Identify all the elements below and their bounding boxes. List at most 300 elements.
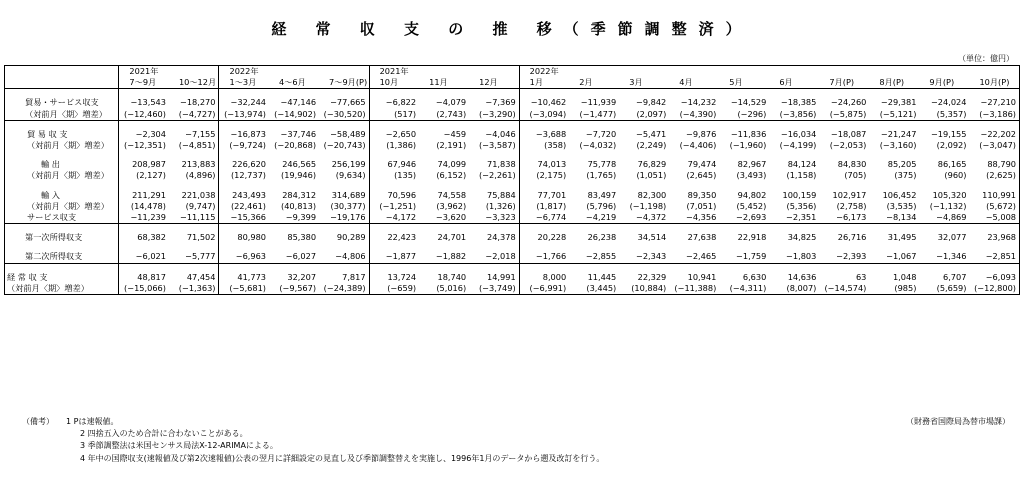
- spacer: [269, 89, 319, 98]
- spacer: [869, 263, 919, 272]
- spacer: [819, 89, 869, 98]
- spacer: [319, 151, 369, 159]
- table-cell: 246,565: [282, 159, 317, 170]
- note-3: 3 季節調整法は米国センサス局法X-12-ARIMAによる。: [80, 441, 278, 451]
- table-row: [5, 190, 1020, 201]
- spacer: [819, 120, 869, 129]
- table-cell: −1,067: [886, 251, 917, 262]
- spacer: [419, 151, 469, 159]
- table-cell: −16,873: [219, 129, 269, 140]
- spacer: [619, 182, 669, 190]
- table-cell: −3,620: [435, 212, 467, 223]
- table-cell: (8,007): [769, 283, 819, 295]
- header-year: [319, 66, 369, 78]
- table-cell: −10,462: [519, 97, 569, 108]
- header-year: [569, 66, 619, 78]
- table-cell: (−4,851): [178, 140, 216, 151]
- table-cell: (9,634): [335, 170, 366, 181]
- table-cell: (3,493): [736, 170, 767, 181]
- table-cell: −13,543: [119, 97, 169, 108]
- table-cell: (3,535): [886, 200, 917, 211]
- table-cell: (−15,066): [119, 283, 169, 295]
- table-cell: 243,493: [219, 190, 269, 201]
- table-cell: (−1,477): [579, 108, 617, 119]
- table-cell: −29,381: [880, 97, 917, 108]
- spacer: [969, 89, 1019, 98]
- table-cell: (−24,389): [319, 283, 369, 295]
- table-cell: −5,777: [185, 251, 216, 262]
- table-cell: 18,740: [437, 271, 467, 282]
- table-cell: (10,884): [619, 283, 669, 295]
- table-cell: 102,917: [832, 189, 867, 200]
- table-cell: (5,016): [419, 283, 469, 295]
- spacer: [169, 224, 219, 233]
- spacer: [169, 89, 219, 98]
- spacer: [869, 243, 919, 251]
- spacer: [769, 120, 819, 129]
- table-cell: −2,304: [119, 129, 169, 140]
- table-cell: (2,249): [636, 140, 667, 151]
- spacer: [219, 243, 269, 251]
- spacer: [5, 243, 119, 251]
- table-cell: (−3,587): [478, 140, 516, 151]
- spacer: [569, 243, 619, 251]
- header-corner: [5, 77, 119, 89]
- table-cell: −4,356: [685, 212, 717, 223]
- table-cell: −7,720: [585, 128, 617, 139]
- table-cell: (19,946): [281, 170, 317, 181]
- header-year: 2021年: [119, 66, 169, 78]
- table-cell: (2,625): [969, 170, 1019, 181]
- spacer: [5, 151, 119, 159]
- spacer: [569, 151, 619, 159]
- table-cell: (3,445): [569, 283, 619, 295]
- table-cell: (2,645): [686, 170, 717, 181]
- table-cell: (−3,094): [519, 109, 569, 121]
- spacer: [319, 182, 369, 190]
- header-year: [419, 66, 469, 78]
- spacer: [169, 263, 219, 272]
- table-cell: (−4,727): [178, 108, 216, 119]
- table-cell: −14,529: [730, 97, 767, 108]
- table-cell: 34,514: [637, 232, 667, 243]
- table-cell: −18,385: [780, 97, 817, 108]
- spacer: [219, 224, 269, 233]
- table-cell: 48,817: [119, 272, 169, 283]
- table-cell: −5,471: [635, 128, 667, 139]
- spacer: [5, 263, 119, 272]
- table-cell: (1,765): [586, 170, 617, 181]
- table-cell: 71,838: [487, 159, 516, 170]
- table-cell: (−1,960): [729, 140, 767, 151]
- spacer: [869, 224, 919, 233]
- spacer: [869, 151, 919, 159]
- current-account-table: [4, 65, 1020, 295]
- table-cell: 63: [855, 271, 867, 282]
- spacer: [5, 224, 119, 233]
- table-cell: (−3,749): [469, 283, 519, 295]
- table-cell: (14,478): [119, 201, 169, 212]
- spacer: [119, 120, 169, 129]
- spacer: [169, 182, 219, 190]
- spacer: [369, 243, 419, 251]
- table-cell: −77,665: [330, 97, 366, 108]
- table-cell: 47,454: [186, 271, 216, 282]
- table-cell: 34,825: [787, 232, 817, 243]
- row-label: （対前月〈期〉増差）: [5, 201, 119, 212]
- header-period: 10〜12月: [169, 77, 219, 89]
- table-cell: −21,247: [880, 128, 917, 139]
- table-cell: (−9,567): [269, 283, 319, 295]
- spacer: [719, 120, 769, 129]
- table-row: [5, 109, 1020, 121]
- spacer: [719, 263, 769, 272]
- spacer: [769, 243, 819, 251]
- table-cell: (12,737): [219, 170, 269, 181]
- table-cell: −37,746: [280, 128, 317, 139]
- table-cell: (−3,047): [969, 140, 1019, 151]
- table-cell: −1,882: [435, 251, 467, 262]
- spacer: [419, 89, 469, 98]
- spacer: [419, 120, 469, 129]
- table-cell: 26,716: [837, 232, 867, 243]
- spacer: [569, 120, 619, 129]
- spacer: [669, 243, 719, 251]
- table-cell: −1,759: [736, 251, 767, 262]
- table-cell: −6,173: [836, 212, 867, 223]
- table-cell: 74,558: [437, 189, 467, 200]
- table-cell: 94,802: [737, 189, 767, 200]
- table-row: [5, 251, 1020, 263]
- spacer: [769, 151, 819, 159]
- spacer: [169, 120, 219, 129]
- table-cell: 89,350: [687, 189, 717, 200]
- header-period: 11月: [419, 77, 469, 89]
- spacer: [969, 120, 1019, 129]
- table-cell: (7,051): [686, 200, 717, 211]
- table-cell: (−14,574): [819, 283, 869, 295]
- spacer: [519, 120, 569, 129]
- table-cell: (−5,681): [219, 283, 269, 295]
- table-cell: −11,239: [119, 212, 169, 224]
- table-cell: 76,829: [637, 159, 667, 170]
- table-cell: −8,134: [886, 212, 917, 223]
- table-cell: (−4,406): [679, 140, 717, 151]
- spacer: [619, 120, 669, 129]
- spacer: [719, 243, 769, 251]
- table-cell: −7,155: [185, 128, 216, 139]
- spacer: [319, 120, 369, 129]
- table-cell: 14,636: [787, 271, 817, 282]
- table-cell: −47,146: [280, 97, 317, 108]
- table-cell: (30,377): [330, 200, 366, 211]
- header-period: 9月(P): [919, 77, 969, 89]
- table-cell: (5,357): [936, 108, 967, 119]
- row-label: 貿易・サービス収支: [5, 97, 119, 108]
- spacer: [369, 89, 419, 98]
- table-cell: −1,877: [369, 251, 419, 263]
- table-cell: −16,034: [780, 128, 817, 139]
- table-cell: (22,461): [219, 201, 269, 212]
- table-cell: (−1,132): [929, 200, 967, 211]
- table-cell: (2,092): [936, 140, 967, 151]
- table-cell: 20,228: [519, 232, 569, 243]
- table-cell: −6,774: [519, 212, 569, 224]
- table-row: [5, 201, 1020, 212]
- table-cell: 84,124: [787, 159, 817, 170]
- table-cell: −4,372: [635, 212, 667, 223]
- spacer: [319, 243, 369, 251]
- spacer: [769, 224, 819, 233]
- table-cell: 31,495: [887, 232, 917, 243]
- header-period: 4〜6月: [269, 77, 319, 89]
- table-cell: −18,087: [830, 128, 867, 139]
- spacer: [969, 151, 1019, 159]
- table-row: [5, 212, 1020, 224]
- spacer: [269, 120, 319, 129]
- spacer: [219, 120, 269, 129]
- spacer: [269, 224, 319, 233]
- header-year: [269, 66, 319, 78]
- table-cell: (5,672): [969, 201, 1019, 212]
- spacer: [419, 182, 469, 190]
- table-cell: 82,300: [637, 189, 667, 200]
- spacer: [969, 263, 1019, 272]
- spacer: [469, 243, 519, 251]
- spacer: [919, 224, 969, 233]
- spacer: [519, 151, 569, 159]
- row-label: 輸 出: [5, 159, 119, 170]
- spacer: [219, 263, 269, 272]
- table-cell: −3,688: [519, 129, 569, 140]
- table-cell: −4,172: [369, 212, 419, 224]
- spacer: [719, 182, 769, 190]
- spacer: [469, 151, 519, 159]
- table-cell: 211,291: [119, 190, 169, 201]
- table-cell: 32,207: [287, 271, 317, 282]
- header-period: 3月: [619, 77, 669, 89]
- table-cell: 284,312: [282, 189, 317, 200]
- header-year: [919, 66, 969, 78]
- table-cell: (5,659): [919, 283, 969, 295]
- table-cell: (135): [369, 170, 419, 181]
- table-cell: (−12,351): [119, 140, 169, 151]
- table-cell: (−3,160): [879, 140, 917, 151]
- table-cell: 24,701: [437, 232, 467, 243]
- header-year: [619, 66, 669, 78]
- header-year: 2022年: [519, 66, 569, 78]
- table-cell: −2,465: [685, 251, 717, 262]
- table-cell: (−9,724): [219, 140, 269, 151]
- table-row: [5, 159, 1020, 170]
- spacer: [119, 151, 169, 159]
- table-cell: 79,474: [687, 159, 717, 170]
- table-cell: 6,630: [742, 271, 767, 282]
- table-cell: 70,596: [369, 190, 419, 201]
- table-cell: (2,191): [436, 140, 467, 151]
- spacer: [819, 243, 869, 251]
- table-cell: −1,803: [786, 251, 817, 262]
- table-cell: (−6,991): [519, 283, 569, 295]
- row-label: （対前月〈期〉増差）: [5, 170, 119, 181]
- spacer: [669, 224, 719, 233]
- row-label: サービス収支: [5, 212, 119, 224]
- table-cell: −24,024: [930, 97, 967, 108]
- table-cell: −27,210: [969, 97, 1019, 108]
- header-period: 10月(P): [969, 77, 1019, 89]
- table-cell: (2,758): [836, 200, 867, 211]
- spacer: [619, 89, 669, 98]
- spacer: [919, 243, 969, 251]
- spacer: [5, 182, 119, 190]
- spacer: [569, 89, 619, 98]
- spacer: [169, 151, 219, 159]
- spacer: [919, 120, 969, 129]
- spacer: [969, 243, 1019, 251]
- table-cell: 85,380: [287, 232, 317, 243]
- spacer: [469, 120, 519, 129]
- spacer: [319, 263, 369, 272]
- table-cell: (2,175): [519, 170, 569, 181]
- table-cell: 13,724: [369, 272, 419, 283]
- spacer: [219, 151, 269, 159]
- spacer: [619, 151, 669, 159]
- table-cell: 22,329: [637, 271, 667, 282]
- table-cell: (4,896): [185, 170, 216, 181]
- table-cell: 88,790: [969, 159, 1019, 170]
- table-cell: (5,796): [586, 200, 617, 211]
- table-cell: −2,693: [736, 212, 767, 223]
- table-cell: 82,967: [737, 159, 767, 170]
- table-cell: (1,386): [369, 140, 419, 151]
- table-cell: 1,048: [892, 271, 917, 282]
- table-cell: 7,817: [342, 271, 366, 282]
- spacer: [219, 182, 269, 190]
- header-period: 7月(P): [819, 77, 869, 89]
- table-cell: −1,766: [519, 251, 569, 263]
- spacer: [619, 243, 669, 251]
- spacer: [469, 182, 519, 190]
- table-cell: 100,159: [782, 189, 817, 200]
- spacer: [869, 89, 919, 98]
- table-cell: 22,918: [737, 232, 767, 243]
- table-cell: 75,884: [487, 189, 516, 200]
- header-period: 1月: [519, 77, 569, 89]
- table-row: [5, 97, 1020, 108]
- header-year: 2022年: [219, 66, 269, 78]
- table-cell: −14,232: [680, 97, 717, 108]
- table-cell: (2,127): [119, 170, 169, 181]
- spacer: [969, 182, 1019, 190]
- table-cell: (375): [894, 170, 917, 181]
- notes: [22, 416, 604, 465]
- row-label: 経 常 収 支: [5, 272, 119, 283]
- table-cell: (−14,902): [274, 108, 317, 119]
- table-cell: 8,000: [519, 272, 569, 283]
- table-cell: −11,115: [179, 212, 216, 223]
- table-cell: 6,707: [943, 271, 967, 282]
- table-cell: 84,830: [837, 159, 867, 170]
- spacer: [669, 120, 719, 129]
- table-cell: (960): [944, 170, 967, 181]
- spacer: [519, 243, 569, 251]
- table-cell: 14,991: [487, 271, 516, 282]
- spacer: [869, 182, 919, 190]
- spacer: [819, 182, 869, 190]
- header-year: [669, 66, 719, 78]
- spacer: [419, 243, 469, 251]
- spacer: [569, 224, 619, 233]
- spacer: [819, 263, 869, 272]
- table-cell: −3,323: [485, 212, 516, 223]
- spacer: [219, 89, 269, 98]
- table-cell: (6,152): [436, 170, 467, 181]
- row-label: （対前月〈期〉増差）: [5, 283, 119, 295]
- header-period: 1〜3月: [219, 77, 269, 89]
- table-cell: −11,939: [580, 97, 617, 108]
- row-label: 貿 易 収 支: [5, 129, 119, 140]
- spacer: [119, 182, 169, 190]
- table-cell: (−3,290): [478, 108, 516, 119]
- table-cell: 77,701: [519, 190, 569, 201]
- header-year: [869, 66, 919, 78]
- table-cell: −6,093: [969, 272, 1019, 283]
- table-cell: 71,502: [186, 232, 216, 243]
- table-cell: (−2,261): [478, 170, 516, 181]
- table-cell: (−4,032): [579, 140, 617, 151]
- table-cell: 26,238: [587, 232, 617, 243]
- table-cell: 213,883: [181, 159, 216, 170]
- table-cell: −2,393: [836, 251, 867, 262]
- table-cell: (−12,800): [969, 283, 1019, 295]
- table-cell: −6,021: [119, 251, 169, 263]
- table-cell: (−1,363): [169, 283, 219, 295]
- header-year: [169, 66, 219, 78]
- table-cell: (−3,186): [969, 109, 1019, 121]
- spacer: [269, 151, 319, 159]
- table-cell: −9,876: [685, 128, 717, 139]
- table-cell: 226,620: [219, 159, 269, 170]
- table-cell: 32,077: [937, 232, 967, 243]
- spacer: [119, 89, 169, 98]
- table-cell: −15,366: [219, 212, 269, 224]
- header-period: 4月: [669, 77, 719, 89]
- table-cell: 105,320: [932, 189, 967, 200]
- table-row: [5, 129, 1020, 140]
- spacer: [369, 120, 419, 129]
- table-cell: 86,165: [937, 159, 967, 170]
- table-cell: (1,817): [519, 201, 569, 212]
- header-corner: [5, 66, 119, 78]
- table-cell: −4,046: [485, 128, 516, 139]
- table-row: [5, 170, 1020, 181]
- spacer: [319, 89, 369, 98]
- source-label: （財務省国際局為替市場課）: [906, 417, 1010, 426]
- table-cell: −22,202: [969, 129, 1019, 140]
- table-cell: (9,747): [185, 200, 216, 211]
- table-cell: (2,743): [436, 108, 467, 119]
- spacer: [769, 182, 819, 190]
- spacer: [269, 243, 319, 251]
- table-cell: −18,270: [179, 97, 216, 108]
- table-cell: −4,219: [585, 212, 617, 223]
- table-cell: (−4,199): [779, 140, 817, 151]
- header-year: [469, 66, 519, 78]
- table-cell: −6,027: [285, 251, 317, 262]
- table-cell: (5,356): [786, 200, 817, 211]
- table-cell: −459: [443, 128, 467, 139]
- table-cell: (−13,974): [219, 109, 269, 121]
